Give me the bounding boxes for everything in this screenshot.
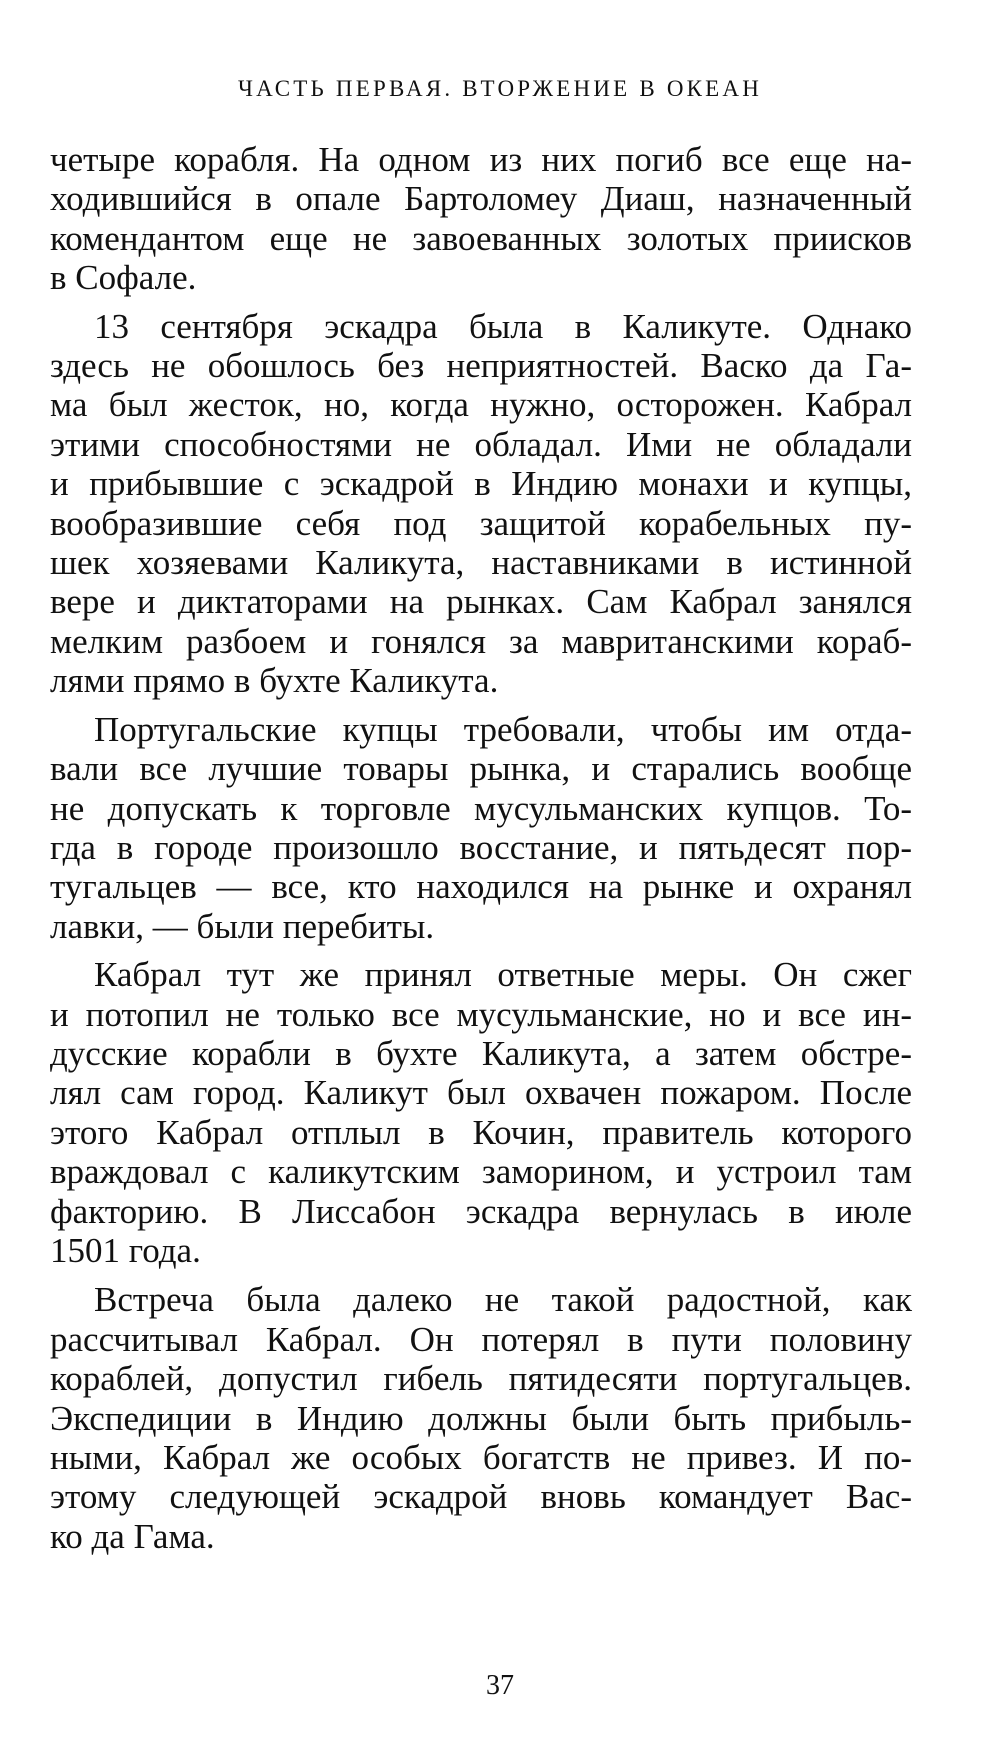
text-line: мелким разбоем и гонялся за мавританскими кораб-: [50, 621, 912, 661]
text-line: шек хозяевами Каликута, наставниками в истинной: [50, 543, 912, 583]
paragraph: [50, 140, 912, 298]
text-line: дусские корабли в бухте Каликута, а затем обстре-: [50, 1033, 912, 1073]
text-line: вообразившие себя под защитой корабельных пу-: [50, 503, 912, 543]
text-line: 1501 года.: [50, 1230, 201, 1270]
text-line: и прибывшие с эскадрой в Индию монахи и купцы,: [50, 464, 912, 504]
text-line: гда в городе произошло восстание, и пятьдесят пор-: [50, 827, 912, 867]
text-line: и потопил не только все мусульманские, но и все ин-: [50, 994, 912, 1034]
text-line: ходившийся в опале Бартоломеу Диаш, назначенный: [50, 179, 912, 219]
text-line: факторию. В Лиссабон эскадра вернулась в июле: [50, 1191, 912, 1231]
text-line: четыре корабля. На одном из них погиб все еще на-: [50, 140, 912, 179]
text-line: лял сам город. Каликут был охвачен пожаром. После: [50, 1073, 912, 1113]
text-line: в Софале.: [50, 258, 197, 298]
text-line: этому следующей эскадрой вновь командует Вас-: [50, 1477, 912, 1517]
text-line: этими способностями не обладал. Ими не обладали: [50, 424, 912, 464]
text-line: кораблей, допустил гибель пятидесяти португальцев.: [50, 1359, 912, 1399]
page-number: 37: [486, 1670, 514, 1701]
text-line: ма был жесток, но, когда нужно, осторожен. Кабрал: [50, 385, 912, 425]
text-line: Кабрал тут же принял ответные меры. Он сжег: [94, 955, 912, 995]
text-line: вали все лучшие товары рынка, и старались вообще: [50, 749, 912, 789]
text-line: здесь не обошлось без неприятностей. Васко да Га-: [50, 346, 912, 386]
text-line: Экспедиции в Индию должны были быть прибыль-: [50, 1398, 912, 1438]
text-line: ными, Кабрал же особых богатств не привез. И по-: [50, 1438, 912, 1477]
paragraph: [50, 955, 912, 1270]
text-line: ко да Гама.: [50, 1516, 215, 1556]
text-line: Португальские купцы требовали, чтобы им отда-: [94, 709, 912, 749]
text-line: 13 сентября эскадра была в Каликуте. Однако: [94, 306, 912, 346]
text-line: рассчитывал Кабрал. Он потерял в пути половину: [50, 1319, 912, 1359]
running-head: ЧАСТЬ ПЕРВАЯ. ВТОРЖЕНИЕ В ОКЕАН: [237, 76, 763, 101]
paragraph: [50, 710, 912, 946]
text-line: комендантом еще не завоеванных золотых приисков: [50, 218, 912, 258]
text-line: лями прямо в бухте Каликута.: [50, 661, 499, 701]
text-line: Встреча была далеко не такой радостной, как: [94, 1280, 912, 1320]
text-line: лавки, — были перебиты.: [50, 906, 435, 946]
text-line: не допускать к торговле мусульманских купцов. То-: [50, 788, 912, 828]
paragraph: [50, 1280, 912, 1556]
text-line: враждовал с каликутским заморином, и устроил там: [50, 1152, 912, 1192]
body-text: [50, 140, 912, 1556]
text-line: этого Кабрал отплыл в Кочин, правитель которого: [50, 1112, 912, 1152]
text-line: вере и диктаторами на рынках. Сам Кабрал занялся: [50, 582, 912, 622]
paragraph: [50, 307, 912, 701]
text-line: тугальцев — все, кто находился на рынке и охранял: [50, 867, 912, 907]
